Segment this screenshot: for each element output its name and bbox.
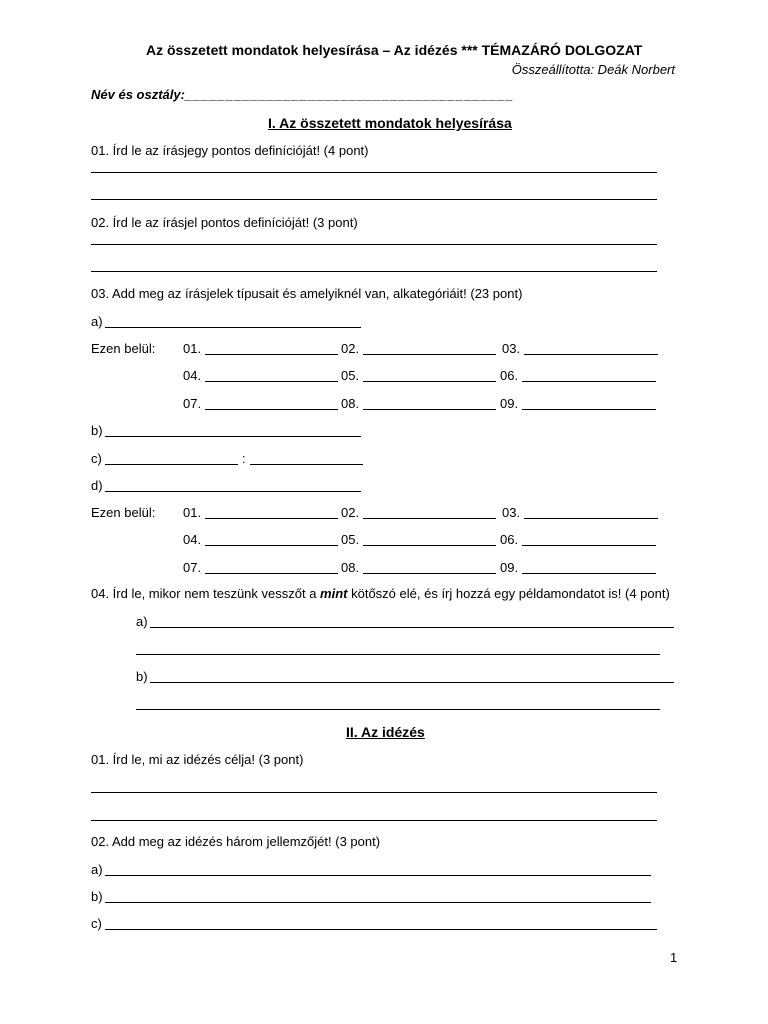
item-number: 01. xyxy=(183,341,202,356)
item-label-a: a) xyxy=(91,314,103,329)
answer-line[interactable] xyxy=(250,464,363,465)
answer-line[interactable] xyxy=(105,327,361,328)
item-number: 03. xyxy=(502,505,521,520)
answer-line[interactable] xyxy=(91,199,657,200)
answer-line[interactable] xyxy=(522,381,656,382)
question-1-3: 03. Add meg az írásjelek típusait és amelyiknél van, alkategóriáit! (23 pont) xyxy=(91,286,523,301)
answer-line[interactable] xyxy=(105,436,361,437)
name-class-field[interactable]: ________________________________________ xyxy=(184,87,514,102)
item-number: 03. xyxy=(502,341,521,356)
question-1-4 xyxy=(91,586,670,601)
answer-line[interactable] xyxy=(522,409,656,410)
document-title: Az összetett mondatok helyesírása – Az idézés *** TÉMAZÁRÓ DOLGOZAT xyxy=(146,42,643,58)
answer-line[interactable] xyxy=(205,381,338,382)
item-number: 09. xyxy=(500,396,519,411)
answer-line[interactable] xyxy=(91,820,657,821)
answer-line[interactable] xyxy=(524,354,658,355)
item-label-b: b) xyxy=(91,423,103,438)
answer-line[interactable] xyxy=(105,929,657,930)
ezen-belul-label: Ezen belül: xyxy=(91,505,156,520)
answer-line[interactable] xyxy=(205,518,338,519)
answer-line[interactable] xyxy=(205,354,338,355)
item-label-b: b) xyxy=(136,669,148,684)
name-class-label: Név és osztály: xyxy=(91,87,185,102)
question-2-2: 02. Add meg az idézés három jellemzőjét! (3 pont) xyxy=(91,834,381,849)
item-label-a: a) xyxy=(91,862,103,877)
item-number: 08. xyxy=(341,560,360,575)
answer-line[interactable] xyxy=(150,627,674,628)
item-label-c: c) xyxy=(91,451,102,466)
ezen-belul-label: Ezen belül: xyxy=(91,341,156,356)
item-number: 06. xyxy=(500,532,519,547)
item-number: 07. xyxy=(183,560,202,575)
answer-line[interactable] xyxy=(91,172,657,173)
answer-line[interactable] xyxy=(105,902,651,903)
answer-line[interactable] xyxy=(522,573,656,574)
item-number: 09. xyxy=(500,560,519,575)
answer-line[interactable] xyxy=(91,244,657,245)
item-number: 02. xyxy=(341,505,360,520)
question-2-1: 01. Írd le, mi az idézés célja! (3 pont) xyxy=(91,752,304,767)
item-label-c: c) xyxy=(91,916,102,931)
question-1-1: 01. Írd le az írásjegy pontos definícióját! (4 pont) xyxy=(91,143,369,158)
item-label-a: a) xyxy=(136,614,148,629)
answer-line[interactable] xyxy=(363,381,496,382)
answer-line[interactable] xyxy=(136,709,660,710)
answer-line[interactable] xyxy=(363,573,496,574)
section-2-heading: II. Az idézés xyxy=(346,724,425,740)
item-number: 02. xyxy=(341,341,360,356)
question-1-4-post: kötőszó elé, és írj hozzá egy példamondatot is! (4 pont) xyxy=(347,586,670,601)
answer-line[interactable] xyxy=(105,875,651,876)
answer-line[interactable] xyxy=(363,518,496,519)
item-label-d: d) xyxy=(91,478,103,493)
item-number: 06. xyxy=(500,368,519,383)
author-line: Összeállította: Deák Norbert xyxy=(511,62,675,77)
answer-line[interactable] xyxy=(524,518,658,519)
answer-line[interactable] xyxy=(105,491,361,492)
item-number: 04. xyxy=(183,368,202,383)
item-number: 01. xyxy=(183,505,202,520)
answer-line[interactable] xyxy=(363,354,496,355)
answer-line[interactable] xyxy=(363,545,496,546)
question-1-4-pre: 04. Írd le, mikor nem teszünk vesszőt a xyxy=(91,586,321,601)
section-1-heading: I. Az összetett mondatok helyesírása xyxy=(268,115,512,131)
answer-line[interactable] xyxy=(205,573,338,574)
answer-line[interactable] xyxy=(522,545,656,546)
keyword-mint: mint xyxy=(320,586,348,601)
item-label-b: b) xyxy=(91,889,103,904)
answer-line[interactable] xyxy=(105,464,238,465)
item-number: 07. xyxy=(183,396,202,411)
answer-line[interactable] xyxy=(136,654,660,655)
item-number: 05. xyxy=(341,368,360,383)
question-1-2: 02. Írd le az írásjel pontos definícióját! (3 pont) xyxy=(91,215,358,230)
item-number: 08. xyxy=(341,396,360,411)
answer-line[interactable] xyxy=(363,409,496,410)
item-number: 05. xyxy=(341,532,360,547)
answer-line[interactable] xyxy=(205,409,338,410)
answer-line[interactable] xyxy=(205,545,338,546)
answer-line[interactable] xyxy=(150,682,674,683)
colon-separator: : xyxy=(242,451,246,466)
answer-line[interactable] xyxy=(91,271,657,272)
answer-line[interactable] xyxy=(91,792,657,793)
item-number: 04. xyxy=(183,532,202,547)
page-number: 1 xyxy=(670,950,678,965)
